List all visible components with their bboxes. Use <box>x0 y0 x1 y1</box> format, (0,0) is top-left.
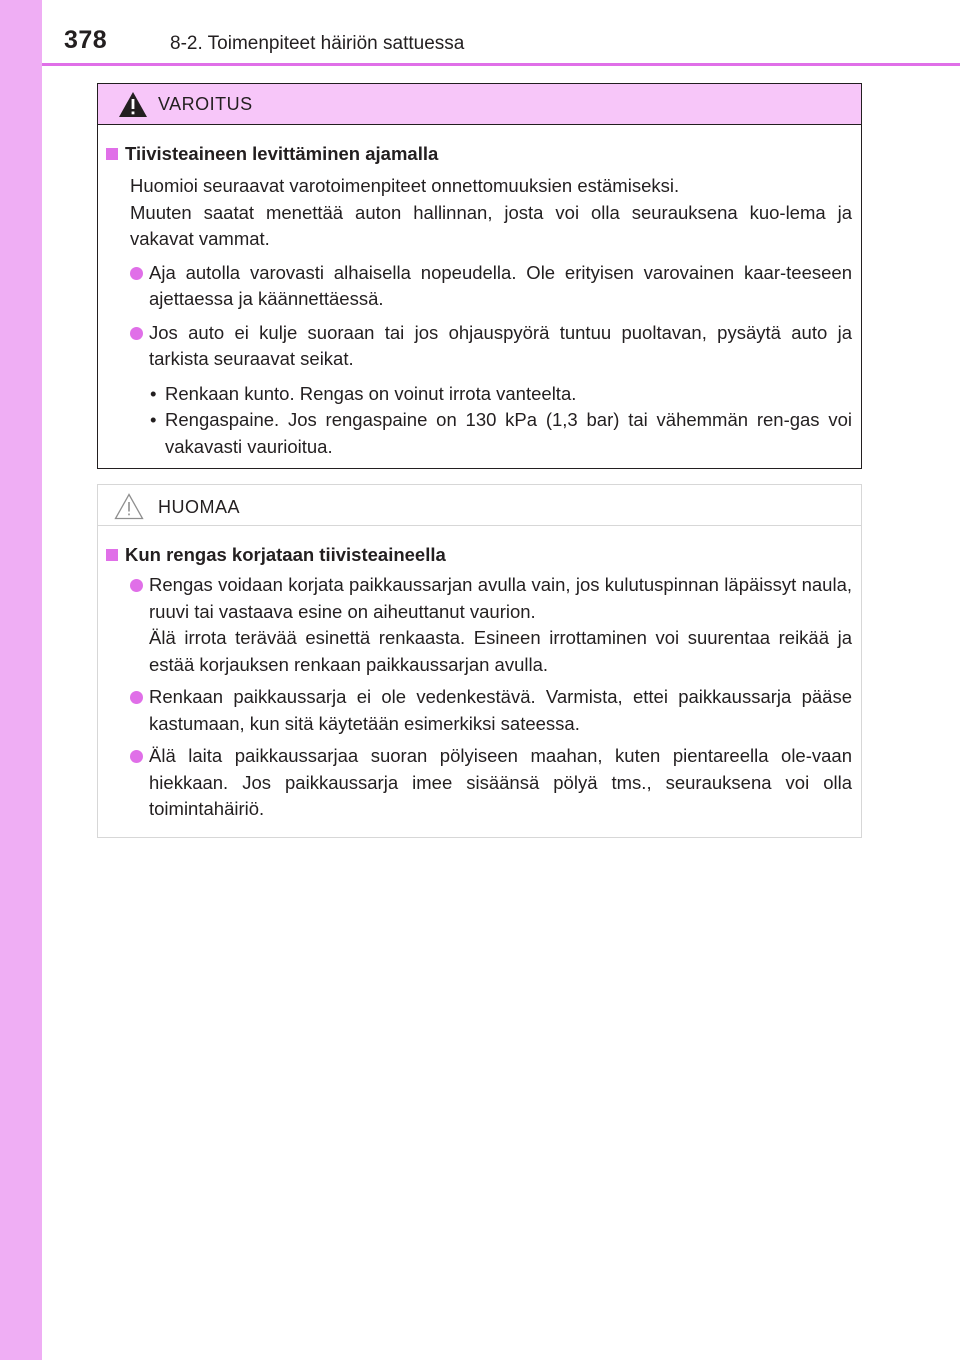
warning-bullet <box>130 260 852 313</box>
warning-subitem <box>149 407 852 460</box>
warning-triangle-filled-icon <box>118 91 148 118</box>
notice-bullet-text: Rengas voidaan korjata paikkaussarjan avulla vain, jos kulutuspinnan läpäissyt naula, ruuvi tai vastaava esine on aiheuttanut vaurion. <box>149 574 852 622</box>
notice-box <box>97 484 862 838</box>
warning-heading-text: Tiivisteaineen levittäminen ajamalla <box>125 143 439 164</box>
warning-paragraph: Huomioi seuraavat varotoimenpiteet onnettomuuksien estämiseksi. <box>130 175 680 196</box>
notice-label: HUOMAA <box>158 497 241 517</box>
notice-heading-text: Kun rengas korjataan tiivisteaineella <box>125 544 446 565</box>
notice-bullet <box>130 572 852 678</box>
notice-bullet-text: Renkaan paikkaussarja ei ole vedenkestävä. Varmista, ettei paikkaussarja pääse kastumaan, kun sitä käytetään esimerkiksi sateessa. <box>149 686 852 734</box>
warning-box <box>97 83 862 469</box>
notice-bullet-text: Älä irrota terävää esinettä renkaasta. Esineen irrottaminen voi suurentaa reikää ja estää korjauksen renkaan paikkaussarjan avulla. <box>149 627 852 675</box>
page-header <box>0 0 960 66</box>
section-title: 8-2. Toimenpiteet häiriön sattuessa <box>170 33 465 54</box>
round-bullet-icon <box>130 267 143 280</box>
warning-bullet-text: Aja autolla varovasti alhaisella nopeudella. Ole erityisen varovainen kaar-teeseen ajettaessa ja käännettäessä. <box>149 261 852 309</box>
notice-box-body <box>98 526 861 823</box>
square-bullet-icon <box>106 549 118 561</box>
header-rule <box>42 63 960 66</box>
round-bullet-icon <box>130 691 143 704</box>
notice-bullet <box>130 684 852 737</box>
notice-heading <box>106 544 852 566</box>
warning-label: VAROITUS <box>158 94 253 114</box>
notice-bullet <box>130 743 852 823</box>
warning-box-header <box>98 84 861 125</box>
notice-box-header <box>98 485 861 526</box>
small-bullet-icon: • <box>150 382 157 404</box>
warning-subitem-list <box>106 381 852 461</box>
page-number: 378 <box>64 26 108 54</box>
notice-bullet-text: Älä laita paikkaussarjaa suoran pölyiseen maahan, kuten pientareella ole-vaan hiekkaan. Jos paikkaussarja imee sisäänsä pölyä tms., seurauksena voi olla toimintahäiriö. <box>149 745 852 819</box>
small-bullet-icon: • <box>150 409 157 430</box>
warning-heading <box>106 143 852 165</box>
warning-paragraph: Muuten saatat menettää auton hallinnan, josta voi olla seurauksena kuo-lema ja vakavat vammat. <box>130 201 852 249</box>
warning-box-body <box>98 125 861 460</box>
warning-triangle-outline-icon <box>114 493 144 520</box>
warning-bullet-text: Jos auto ei kulje suoraan tai jos ohjauspyörä tuntuu puoltavan, pysäytä auto ja tarkista seuraavat seikat. <box>149 321 852 369</box>
warning-subitem <box>149 381 852 408</box>
warning-bullet <box>130 320 852 373</box>
round-bullet-icon <box>130 579 143 592</box>
side-color-stripe <box>0 0 42 1360</box>
round-bullet-icon <box>130 327 143 340</box>
warning-subitem-text: Rengaspaine. Jos rengaspaine on 130 kPa (1,3 bar) tai vähemmän ren-gas voi vakavasti vaurioitua. <box>165 409 852 457</box>
square-bullet-icon <box>106 148 118 160</box>
warning-subitem-text: Renkaan kunto. Rengas on voinut irrota vanteelta. <box>165 382 577 404</box>
round-bullet-icon <box>130 750 143 763</box>
